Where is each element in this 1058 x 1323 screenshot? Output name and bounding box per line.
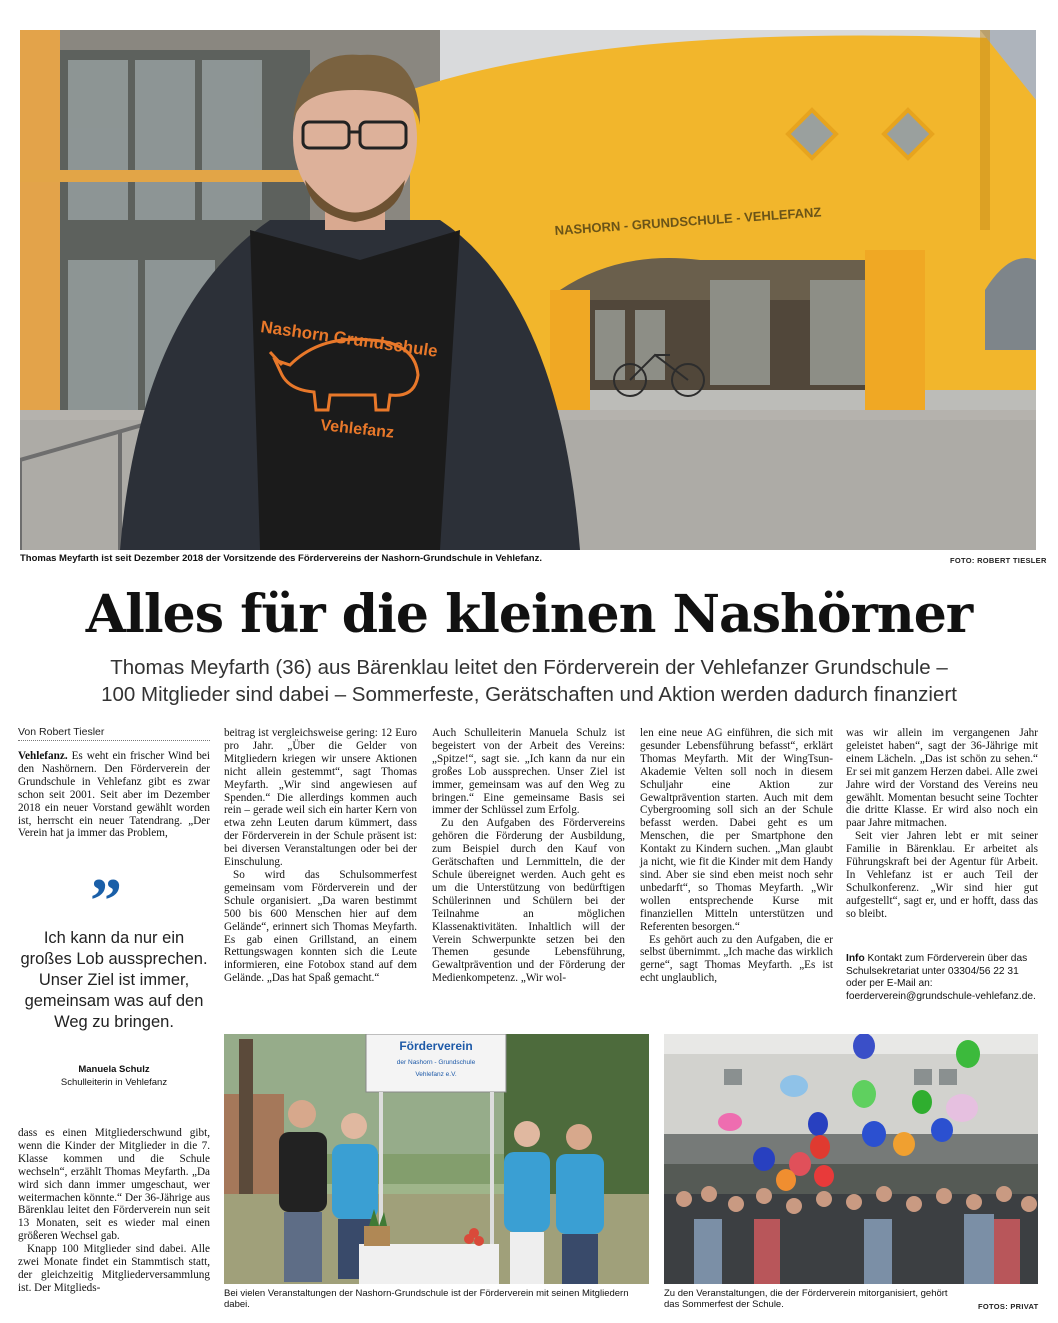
- pullquote-text: Ich kann da nur ein großes Lob aussprechen. Unser Ziel ist immer, gemeinsam was auf den Weg zu bringen.: [20, 929, 208, 1031]
- paragraph: beitrag ist vergleichsweise gering: 12 Euro pro Jahr. „Über die Gelder von Mitgliedern kriegen wir unsere Aktionen nicht allein gestemmt“, sagt Thomas Meyfarth. „Wir sind angewiesen auf Spenden.“ Die allerdings kommen auch rein – gerade weil sich ein harter Kern von etwa zehn Leuten darum kümmert, dass der Förderverein in der Schule präsent ist: bei diversen Veranstaltungen oder bei der Einschulung.: [224, 727, 417, 869]
- article-col5: [846, 727, 1038, 921]
- headline: Alles für die kleinen Nashörner: [85, 584, 973, 645]
- building-sign: NASHORN - GRUNDSCHULE - VEHLEFANZ: [554, 204, 822, 238]
- photo3-caption: Zu den Veranstaltungen, die der Förderverein mitorganisiert, gehört das Sommerfest der Schule.: [664, 1288, 948, 1310]
- photo-foerderverein-stand: [224, 1034, 649, 1284]
- photo-sommerfest-balloons: [664, 1034, 1038, 1284]
- hero-caption: Thomas Meyfarth ist seit Dezember 2018 der Vorsitzende des Fördervereins der Nashorn-Grundschule in Vehlefanz.: [20, 553, 542, 564]
- paragraph: Auch Schulleiterin Manuela Schulz ist begeistert von der Arbeit des Vereins: „Spitze!“, sagt sie. „Ich kann da nur ein großes Lob aussprechen. Unser Ziel ist immer, gemeinsam was auf den Weg zu bringen.“ Eine gemeinsame Basis sei immer der Schlüssel zum Erfolg.: [432, 727, 625, 817]
- info-text: Kontakt zum Förderverein über das Schulsekretariat unter 03304/56 22 31 oder per E-Mail an: foerderverein@grundschule-vehlefanz.de.: [846, 953, 1036, 1002]
- deck-line-2: 100 Mitglieder sind dabei – Sommerfeste, Gerätschaften und Aktion werden dadurch finanziert: [101, 683, 957, 706]
- byline: Von Robert Tiesler: [18, 726, 105, 738]
- pullquote-role: Schulleiterin in Vehlefanz: [60, 1077, 168, 1088]
- paragraph: len eine neue AG einführen, die sich mit gesunder Lebensführung befasst“, erklärt Thomas Meyfarth. Mit der WingTsun-Akademie Velten soll noch in diesem Schuljahr eine Aktion zur Gewaltprävention starten. Auch mit dem Cybergrooming soll sich an der Schule befasst werden. Dabei geht es um Menschen, die per Smartphone den Kontakt zu Kindern suchen. „Man glaubt ja nicht, wie fit die Kinder mit dem Handy sind. Aber sie sind eben meist noch sehr unbedarft“, so Thomas Meyfarth. „Wir wollen entsprechende Kurse mit finanziellen Mitteln unterstützen und Referenten besorgen.“: [640, 727, 833, 933]
- byline-rule: [18, 740, 210, 741]
- deck-line-1: Thomas Meyfarth (36) aus Bärenklau leitet den Förderverein der Vehlefanzer Grundschule –: [110, 656, 948, 679]
- article-col3: [432, 727, 625, 985]
- paragraph: was wir allein im vergangenen Jahr geleistet haben“, sagt der 36-Jährige mit einem Lächeln. „Das ist schön zu sehen.“ Er sei mit ganzem Herzen dabei. Alle zwei Jahre wird der Vorstand des Vereins neu gewählt. Momentan besucht seine Tochter die dritte Klasse. Er wird also noch ein paar Jahre mitmachen.: [846, 727, 1038, 830]
- sign-title: Förderverein: [399, 1039, 473, 1053]
- paragraph: Knapp 100 Mitglieder sind dabei. Alle zwei Monate findet ein Stammtisch statt, der gleichzeitig Mitgliederversammlung ist. Der Mitglieds-: [18, 1243, 210, 1294]
- paragraph: So wird das Schulsommerfest gemeinsam vom Förderverein und der Schule organisiert. „Da waren bestimmt 500 bis 600 Menschen hier auf dem Gelände“, erinnert sich Thomas Meyfarth. Es gab einen Grillstand, an einem Rettungswagen konnten sich die Leute informieren, eine Fotobox stand auf dem Gelände. „Das hat Spaß gemacht.“: [224, 868, 417, 985]
- paragraph: Seit vier Jahren lebt er mit seiner Familie in Bärenklau. Er arbeitet als Führungskraft bei der Agentur für Arbeit. In Vehlefanz ist er auch Teil der Schulkonferenz. „Wir sind hier gut aufgestellt“, sagt er, und er hofft, dass das so bleibt.: [846, 830, 1038, 920]
- paragraph: Es gehört auch zu den Aufgaben, die er selbst übernimmt. „Ich mache das wirklich gerne“, sagt Thomas Meyfarth. „Es ist echt unglaublich,: [640, 933, 833, 985]
- article-col1-top: [18, 750, 210, 840]
- hoodie-print-bottom: Vehlefanz: [319, 417, 395, 442]
- sign-subtitle-2: Vehlefanz e.V.: [415, 1071, 457, 1078]
- hoodie-print-top: Nashorn Grundschule: [259, 317, 439, 361]
- quote-icon: ”: [90, 865, 122, 936]
- sign-subtitle: der Nashorn - Grundschule: [396, 1059, 476, 1066]
- photo3-credit: FOTOS: PRIVAT: [978, 1302, 1039, 1311]
- article-col1-bottom: [18, 1127, 210, 1295]
- hero-photo: [20, 30, 1036, 550]
- paragraph: dass es einen Mitgliederschwund gibt, wenn die Kinder der Mitglieder in die 7. Klasse kommen und die Schule wechseln“, erzählt Thomas Meyfarth. „Da wird sich dann immer umgeschaut, wer weitermachen könnte.“ Der 36-Jährige aus Bärenklau leitet den Förderverein nun seit 13 Monaten, seit es wieder mal einen größeren Wechsel gab.: [18, 1127, 210, 1243]
- photo2-caption: Bei vielen Veranstaltungen der Nashorn-Grundschule ist der Förderverein mit seinen Mitgliedern dabei.: [224, 1288, 629, 1310]
- article-col2: [224, 727, 417, 985]
- paragraph: Zu den Aufgaben des Fördervereins gehören die Förderung der Ausbildung, zum Beispiel durch den Kauf von Gerätschaften und Lernmitteln, die der Schule übereignet werden. Auch geht es um die Unterstützung von bedürftigen Schülerinnen und Schülern bei der Teilnahme an möglichen Klassenaktivitäten. Inhaltlich will der Verein Schwerpunkte setzen bei den Themen gesunde Lebensführung, Gewaltprävention und der Förderung der Medienkompetenz. „Wir wol-: [432, 817, 625, 985]
- col1-intro: Es weht ein frischer Wind bei den Nashörnern. Den Förderverein der Grundschule in Vehlefanz gibt es zwar schon seit 2001. Seit aber im Dezember 2018 ein neuer Vorstand gewählt worden ist, herrscht ein neuer Tatendrang. „Der Verein hat ja immer das Problem,: [18, 750, 211, 840]
- hero-credit: FOTO: ROBERT TIESLER: [950, 556, 1047, 565]
- info-box: [846, 953, 1038, 1003]
- article-col4: [640, 727, 833, 985]
- info-label: Info: [846, 953, 865, 964]
- pullquote-name: Manuela Schulz: [78, 1064, 150, 1075]
- dateline: Vehlefanz.: [18, 750, 68, 762]
